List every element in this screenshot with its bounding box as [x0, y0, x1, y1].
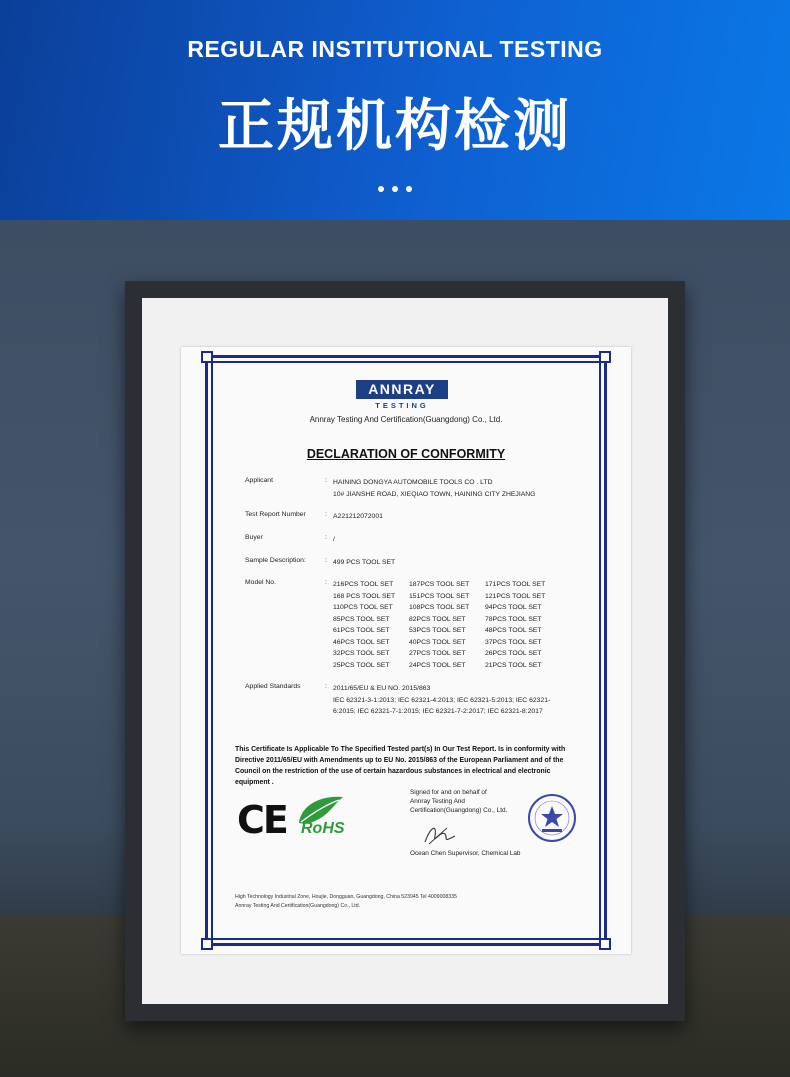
frame-mat	[142, 298, 668, 1004]
model-item: 48PCS TOOL SET	[485, 627, 542, 634]
model-item: 82PCS TOOL SET	[409, 615, 466, 623]
sample-label: Sample Description:	[245, 557, 306, 564]
document-title: DECLARATION OF CONFORMITY	[306, 447, 506, 461]
certificate-footer: High Technology Industrial Zone, Houjie, Dongguan, Guangdong, China 523945 Tel 4009008335 Annray Testing And Certification(Guangdong) Co., Ltd.	[235, 894, 457, 909]
header-banner	[0, 0, 790, 220]
rohs-logo-icon	[291, 793, 361, 835]
model-item: 151PCS TOOL SET	[409, 592, 470, 600]
annray-logo-sub: TESTING	[375, 401, 429, 410]
model-item: 26PCS TOOL SET	[485, 650, 542, 657]
model-item: 25PCS TOOL SET	[333, 661, 390, 669]
model-item: 94PCS TOOL SET	[485, 604, 542, 611]
buyer-label: Buyer	[245, 534, 263, 541]
sample-value: 499 PCS TOOL SET	[333, 559, 396, 566]
certificate: ANNRAY TESTING Annray Testing And Certification(Guangdong) Co., Ltd. DECLARATION OF CONFORMITY Applicant : HAINING DONGYA AUTOMOBILE TOOLS CO . LTD 10# JIANSHE ROAD, XIEQIAO TOWN, HAINING CITY ZHEJIANG Test Report Number : A221212072001 Buyer : / Sample Description: : 499 PCS TOOL SET Model No. : 216PCS TOOL SET 187PCS TOOL SET 171PCS TOOL SET 168 PCS TOOL SET 151PCS TOOL SET 121PCS TOOL SET 110PCS TOOL SET 108PCS TOOL SET 94PCS TOOL SET 85PCS TOOL SET 82PCS TOOL SET 78PCS TOOL SET 61PCS TOOL SET 53PCS TOOL SET 48PCS TOOL SET 46PCS TOOL SET 40PCS TOOL SET 37PCS TOOL SET 32PCS TOOL SET 27PCS TOOL SET 26PCS TOOL SET 25PCS TOOL SET 24PCS TOOL SET 21PCS TOOL SET Applied Standards : 2011/65/EU & EU NO. 2015/863 IEC 62321-3-1:2013; IEC 62321-4:2013; IEC 62321-5:2013; IEC 62321-6:2015; IEC 62321-7-1:2015; IEC 62321-7-2:2017; IEC 62321-8:2017 This Certificate Is Applicable To The Specified Tested part(s) In Our Test Report. Is in conformity with Directive 2011/65/EU with Amendments up to EU No. 2015/863 of the European Parliament and of the Council on the restriction of the use of certain hazardous substances in electrical and electronic equipment . CE RoHS Signed for and on behalf of Annray Testing And Certification(Guangdong) Co., Ltd. Ocean Chen Supervisor, Chemical Lab High Technology Industrial Zone, Houjie, Dongguan, Guangdong, China 523945 Tel 4009008335 Annray Testing And Certification(Guangdong) Co., Ltd.	[181, 347, 631, 954]
model-item: 37PCS TOOL SET	[485, 638, 542, 646]
buyer-value: /	[333, 536, 335, 543]
model-label: Model No.	[245, 579, 276, 586]
standards-value: 2011/65/EU & EU NO. 2015/863 IEC 62321-3-1:2013; IEC 62321-4:2013; IEC 62321-5:2013; IEC 62321-6:2015; IEC 62321-7-1:2015; IEC 62321-7-2:2017; IEC 62321-8:2017	[333, 685, 551, 715]
applicant-label: Applicant	[245, 477, 273, 484]
model-item: 27PCS TOOL SET	[409, 650, 466, 657]
dots-decoration	[0, 186, 790, 192]
model-item: 110PCS TOOL SET	[333, 604, 393, 611]
ce-mark-icon: CE	[237, 798, 287, 842]
official-seal-icon	[527, 793, 577, 843]
model-item: 216PCS TOOL SET	[333, 581, 394, 588]
model-item: 24PCS TOOL SET	[409, 661, 466, 669]
dot-icon	[406, 186, 412, 192]
svg-text:RoHS: RoHS	[301, 820, 345, 835]
model-item: 53PCS TOOL SET	[409, 627, 466, 634]
signature-image	[423, 822, 457, 848]
signer-name: Ocean Chen Supervisor, Chemical Lab	[410, 850, 521, 857]
model-item: 187PCS TOOL SET	[409, 581, 470, 588]
corner-ornament	[599, 938, 611, 950]
corner-ornament	[599, 351, 611, 363]
model-list	[333, 579, 573, 671]
corner-ornament	[201, 351, 213, 363]
model-item: 32PCS TOOL SET	[333, 650, 390, 657]
model-item: 21PCS TOOL SET	[485, 661, 542, 669]
model-item: 171PCS TOOL SET	[485, 581, 546, 588]
model-item: 108PCS TOOL SET	[409, 604, 470, 611]
header-title-cn: 正规机构检测	[218, 94, 572, 159]
issuer-company: Annray Testing And Certification(Guangdong) Co., Ltd.	[309, 415, 503, 424]
model-item: 46PCS TOOL SET	[333, 638, 390, 646]
standards-label: Applied Standards	[245, 683, 301, 690]
signed-block: Signed for and on behalf of Annray Testing And Certification(Guangdong) Co., Ltd.	[410, 789, 508, 814]
picture-frame	[125, 281, 685, 1021]
corner-ornament	[201, 938, 213, 950]
model-item: 121PCS TOOL SET	[485, 592, 546, 600]
model-item: 85PCS TOOL SET	[333, 615, 390, 623]
applicant-value: HAINING DONGYA AUTOMOBILE TOOLS CO . LTD 10# JIANSHE ROAD, XIEQIAO TOWN, HAINING CITY ZHEJIANG	[333, 479, 536, 498]
model-item: 78PCS TOOL SET	[485, 615, 542, 623]
header-title-en: REGULAR INSTITUTIONAL TESTING	[187, 36, 603, 62]
conformity-statement: This Certificate Is Applicable To The Specified Tested part(s) In Our Test Report. Is in conformity with Directive 2011/65/EU with Amendments up to EU No. 2015/863 of the European Parliament and of the Council on the restriction of the use of certain hazardous substances in electrical and electronic equipment .	[235, 746, 566, 786]
model-item: 168 PCS TOOL SET	[333, 592, 396, 600]
model-item: 61PCS TOOL SET	[333, 627, 390, 634]
annray-logo: ANNRAY	[356, 380, 448, 399]
report-number-value: A221212072001	[333, 513, 383, 520]
model-item: 40PCS TOOL SET	[409, 638, 466, 646]
report-number-label: Test Report Number	[245, 511, 306, 518]
dot-icon	[378, 186, 384, 192]
dot-icon	[392, 186, 398, 192]
